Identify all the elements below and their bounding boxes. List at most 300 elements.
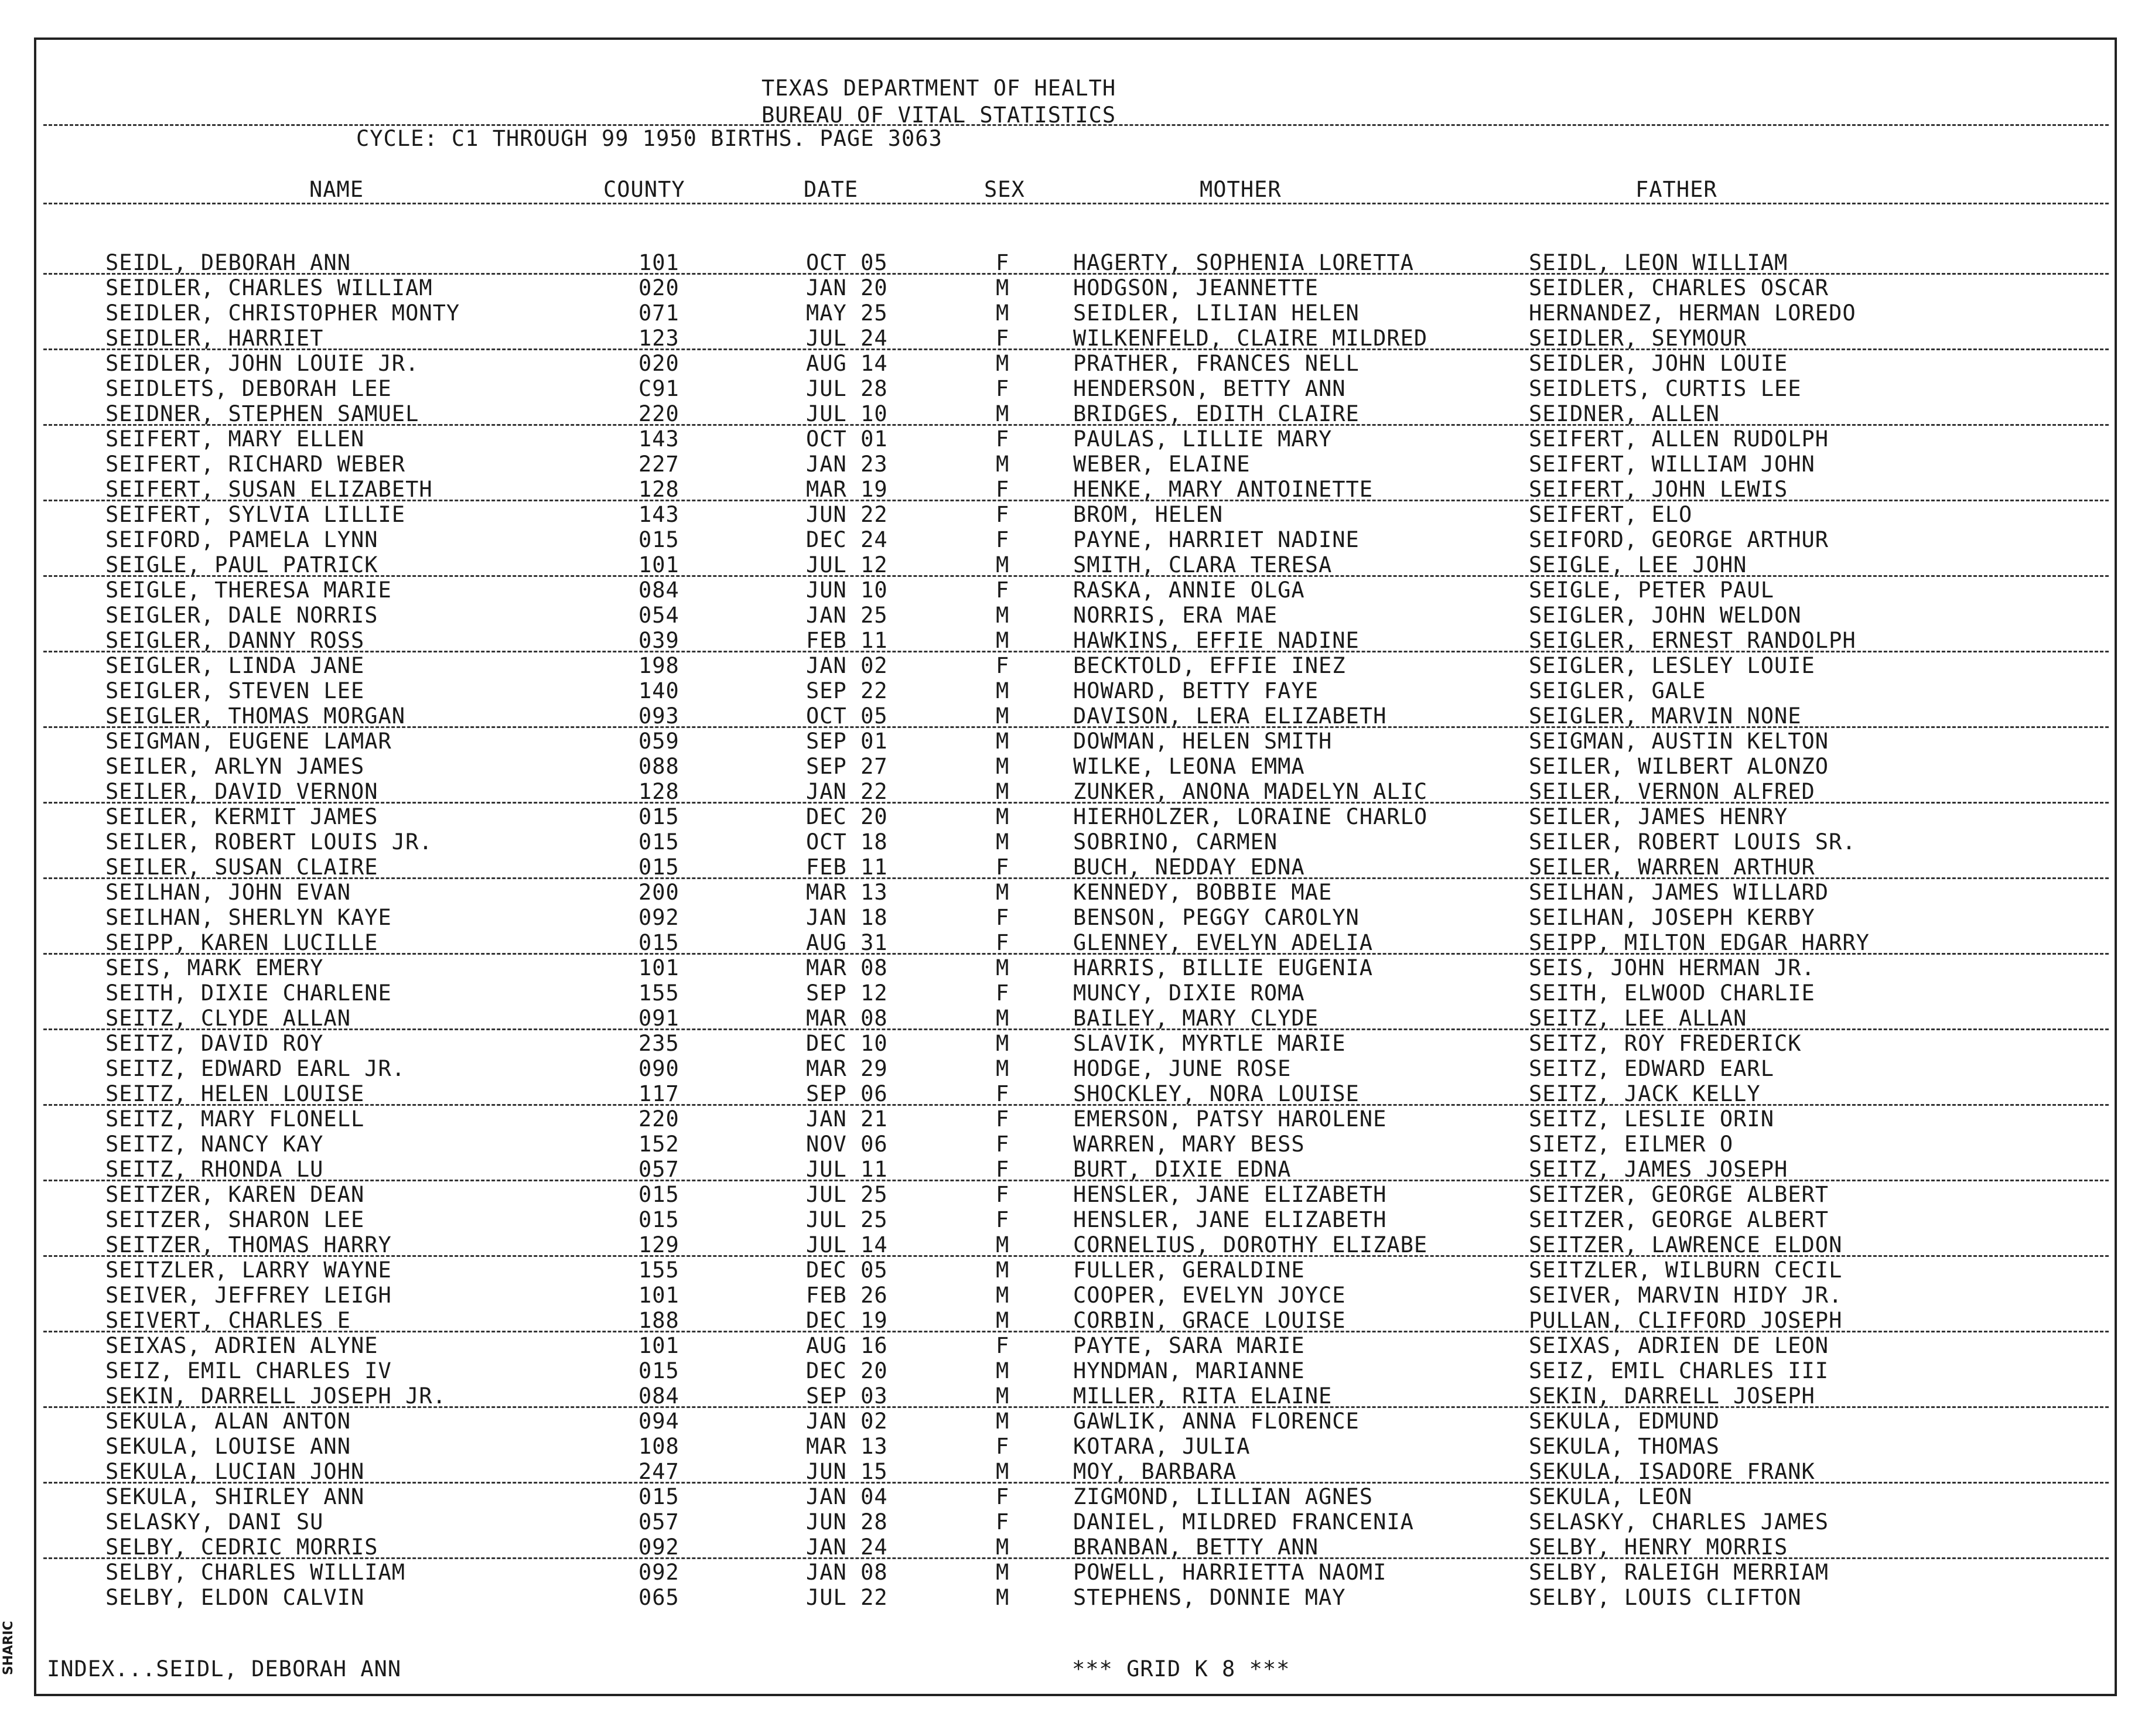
cell-name: SEIGLE, THERESA MARIE — [105, 577, 392, 603]
cell-mother: MILLER, RITA ELAINE — [1073, 1383, 1333, 1409]
cell-mother: DOWMAN, HELEN SMITH — [1073, 729, 1333, 754]
cell-father: SEIDLETS, CURTIS LEE — [1529, 376, 1802, 401]
cell-name: SEIGLER, THOMAS MORGAN — [105, 703, 406, 729]
cell-county: 220 — [638, 1106, 679, 1132]
side-stamp — [1, 1621, 30, 1704]
cell-sex: M — [996, 1006, 1010, 1031]
cell-sex: M — [996, 300, 1010, 326]
cell-father: SEITZLER, WILBURN CECIL — [1529, 1257, 1843, 1283]
cell-name: SEIDLER, CHRISTOPHER MONTY — [105, 300, 460, 326]
cell-date: NOV 06 — [806, 1132, 888, 1157]
cell-father: SEIGLE, LEE JOHN — [1529, 552, 1747, 577]
row-separator — [43, 424, 2109, 426]
cell-county: 198 — [638, 653, 679, 678]
cell-date: JUN 28 — [806, 1509, 888, 1535]
cell-sex: F — [996, 477, 1010, 502]
cell-date: JUL 14 — [806, 1232, 888, 1257]
cell-mother: WARREN, MARY BESS — [1073, 1132, 1305, 1157]
cell-date: JAN 08 — [806, 1560, 888, 1585]
cell-county: C91 — [638, 376, 679, 401]
cell-date: JAN 02 — [806, 1409, 888, 1434]
cell-county: 155 — [638, 980, 679, 1006]
cell-date: DEC 05 — [806, 1257, 888, 1283]
cell-county: 094 — [638, 1409, 679, 1434]
cell-sex: M — [996, 703, 1010, 729]
cell-date: JUL 25 — [806, 1207, 888, 1232]
cell-mother: WILKENFELD, CLAIRE MILDRED — [1073, 326, 1428, 351]
cell-father: SEIGLER, MARVIN NONE — [1529, 703, 1802, 729]
cell-mother: GLENNEY, EVELYN ADELIA — [1073, 930, 1374, 955]
cell-name: SEILER, SUSAN CLAIRE — [105, 855, 378, 880]
cell-mother: PAYNE, HARRIET NADINE — [1073, 527, 1360, 552]
cell-mother: SEIDLER, LILIAN HELEN — [1073, 300, 1360, 326]
cell-county: 227 — [638, 452, 679, 477]
cell-mother: SMITH, CLARA TERESA — [1073, 552, 1333, 577]
cell-father: SEIDLER, SEYMOUR — [1529, 326, 1747, 351]
cell-father: SELBY, HENRY MORRIS — [1529, 1535, 1788, 1560]
cell-sex: F — [996, 577, 1010, 603]
cell-sex: M — [996, 452, 1010, 477]
cell-name: SEIFERT, RICHARD WEBER — [105, 452, 406, 477]
cell-sex: M — [996, 1283, 1010, 1308]
cell-sex: M — [996, 880, 1010, 905]
cell-name: SEKULA, ALAN ANTON — [105, 1409, 351, 1434]
cell-sex: F — [996, 376, 1010, 401]
cell-father: SEITZ, LEE ALLAN — [1529, 1006, 1747, 1031]
cell-sex: M — [996, 829, 1010, 855]
cell-date: JUL 24 — [806, 326, 888, 351]
cell-county: 015 — [638, 1358, 679, 1383]
cell-mother: BAILEY, MARY CLYDE — [1073, 1006, 1319, 1031]
cell-father: SIETZ, EILMER O — [1529, 1132, 1734, 1157]
cell-father: SEITZ, EDWARD EARL — [1529, 1056, 1774, 1081]
cell-name: SEITZER, THOMAS HARRY — [105, 1232, 392, 1257]
cell-mother: HENSLER, JANE ELIZABETH — [1073, 1207, 1387, 1232]
cell-mother: RASKA, ANNIE OLGA — [1073, 577, 1305, 603]
cell-father: SEITZ, LESLIE ORIN — [1529, 1106, 1774, 1132]
cell-county: 101 — [638, 552, 679, 577]
cell-date: JUL 10 — [806, 401, 888, 426]
cell-name: SEILER, KERMIT JAMES — [105, 804, 378, 829]
cell-date: JUL 11 — [806, 1157, 888, 1182]
col-header-county: COUNTY — [603, 177, 685, 202]
cell-mother: HOWARD, BETTY FAYE — [1073, 678, 1319, 703]
cell-county: 015 — [638, 930, 679, 955]
cell-name: SEKULA, LUCIAN JOHN — [105, 1459, 365, 1484]
cell-county: 071 — [638, 300, 679, 326]
rule-dashed-top — [43, 124, 2109, 126]
row-separator — [43, 1255, 2109, 1257]
cell-date: DEC 20 — [806, 804, 888, 829]
cell-name: SEIFERT, SUSAN ELIZABETH — [105, 477, 433, 502]
cell-name: SEIGMAN, EUGENE LAMAR — [105, 729, 392, 754]
cell-father: SEITH, ELWOOD CHARLIE — [1529, 980, 1815, 1006]
cell-date: SEP 01 — [806, 729, 888, 754]
col-header-name: NAME — [309, 177, 364, 202]
cell-mother: SLAVIK, MYRTLE MARIE — [1073, 1031, 1346, 1056]
cell-name: SEKULA, LOUISE ANN — [105, 1434, 351, 1459]
cell-date: SEP 27 — [806, 754, 888, 779]
cell-sex: F — [996, 1333, 1010, 1358]
cell-father: SEILER, JAMES HENRY — [1529, 804, 1788, 829]
cell-county: 057 — [638, 1157, 679, 1182]
row-separator — [43, 726, 2109, 728]
cell-county: 143 — [638, 502, 679, 527]
cell-father: SEITZ, JACK KELLY — [1529, 1081, 1761, 1106]
cell-date: AUG 16 — [806, 1333, 888, 1358]
cell-date: AUG 31 — [806, 930, 888, 955]
cell-date: OCT 01 — [806, 426, 888, 452]
cell-sex: M — [996, 804, 1010, 829]
row-separator — [43, 348, 2109, 350]
cell-name: SEIDLETS, DEBORAH LEE — [105, 376, 392, 401]
row-separator — [43, 651, 2109, 652]
cell-name: SEIS, MARK EMERY — [105, 955, 324, 980]
cell-sex: M — [996, 1383, 1010, 1409]
cell-name: SEITZER, SHARON LEE — [105, 1207, 365, 1232]
cell-mother: PAYTE, SARA MARIE — [1073, 1333, 1305, 1358]
cell-date: JAN 04 — [806, 1484, 888, 1509]
cell-sex: F — [996, 980, 1010, 1006]
cell-county: 092 — [638, 1535, 679, 1560]
cell-sex: M — [996, 1358, 1010, 1383]
cell-county: 101 — [638, 955, 679, 980]
cell-sex: M — [996, 1232, 1010, 1257]
cell-father: SEITZER, GEORGE ALBERT — [1529, 1182, 1829, 1207]
cell-name: SEILER, ROBERT LOUIS JR. — [105, 829, 433, 855]
cell-sex: M — [996, 1459, 1010, 1484]
row-separator — [43, 1482, 2109, 1484]
cell-name: SEITZ, EDWARD EARL JR. — [105, 1056, 406, 1081]
cell-date: JUL 22 — [806, 1585, 888, 1610]
cell-mother: DAVISON, LERA ELIZABETH — [1073, 703, 1387, 729]
cell-mother: SOBRINO, CARMEN — [1073, 829, 1278, 855]
row-separator — [43, 500, 2109, 501]
cell-father: SEIPP, MILTON EDGAR HARRY — [1529, 930, 1870, 955]
cell-date: JUL 28 — [806, 376, 888, 401]
cell-county: 090 — [638, 1056, 679, 1081]
cell-date: DEC 10 — [806, 1031, 888, 1056]
cell-sex: F — [996, 502, 1010, 527]
row-separator — [43, 273, 2109, 275]
cell-sex: F — [996, 426, 1010, 452]
cell-name: SEIDLER, HARRIET — [105, 326, 324, 351]
cell-name: SEIZ, EMIL CHARLES IV — [105, 1358, 392, 1383]
cell-county: 117 — [638, 1081, 679, 1106]
cell-date: MAR 19 — [806, 477, 888, 502]
cell-county: 084 — [638, 1383, 679, 1409]
cell-sex: M — [996, 1535, 1010, 1560]
cell-mother: BRIDGES, EDITH CLAIRE — [1073, 401, 1360, 426]
cell-mother: HENDERSON, BETTY ANN — [1073, 376, 1346, 401]
cell-father: SEILHAN, JAMES WILLARD — [1529, 880, 1829, 905]
cell-mother: HARRIS, BILLIE EUGENIA — [1073, 955, 1374, 980]
cell-date: OCT 18 — [806, 829, 888, 855]
cell-name: SEIGLER, LINDA JANE — [105, 653, 365, 678]
cell-sex: M — [996, 1585, 1010, 1610]
cell-sex: M — [996, 678, 1010, 703]
cell-mother: BROM, HELEN — [1073, 502, 1224, 527]
cell-date: JAN 20 — [806, 275, 888, 300]
cell-name: SEIVERT, CHARLES E — [105, 1308, 351, 1333]
cell-mother: STEPHENS, DONNIE MAY — [1073, 1585, 1346, 1610]
cell-father: SEIFERT, WILLIAM JOHN — [1529, 452, 1815, 477]
cell-father: SEILER, WARREN ARTHUR — [1529, 855, 1815, 880]
cell-mother: EMERSON, PATSY HAROLENE — [1073, 1106, 1387, 1132]
cell-mother: HIERHOLZER, LORAINE CHARLO — [1073, 804, 1428, 829]
cell-sex: M — [996, 1257, 1010, 1283]
footer-index: INDEX...SEIDL, DEBORAH ANN — [47, 1656, 402, 1682]
cell-sex: F — [996, 1081, 1010, 1106]
cell-name: SEKIN, DARRELL JOSEPH JR. — [105, 1383, 446, 1409]
cell-name: SEILER, DAVID VERNON — [105, 779, 378, 804]
cell-sex: M — [996, 275, 1010, 300]
cell-father: SEIZ, EMIL CHARLES III — [1529, 1358, 1829, 1383]
cell-father: SEIXAS, ADRIEN DE LEON — [1529, 1333, 1829, 1358]
cell-name: SEILER, ARLYN JAMES — [105, 754, 365, 779]
cell-father: SEITZ, JAMES JOSEPH — [1529, 1157, 1788, 1182]
cell-father: SEIDL, LEON WILLIAM — [1529, 250, 1788, 275]
cell-name: SEILHAN, SHERLYN KAYE — [105, 905, 392, 930]
rule-dashed-columns — [43, 203, 2109, 204]
cell-name: SEIGLER, STEVEN LEE — [105, 678, 365, 703]
cell-name: SEIDLER, CHARLES WILLIAM — [105, 275, 433, 300]
cell-sex: F — [996, 1182, 1010, 1207]
cell-mother: ZIGMOND, LILLIAN AGNES — [1073, 1484, 1374, 1509]
cell-county: 015 — [638, 855, 679, 880]
side-stamp-text: SHARIC — [1, 1621, 16, 1675]
cell-sex: F — [996, 1207, 1010, 1232]
cell-county: 101 — [638, 1333, 679, 1358]
cell-sex: M — [996, 1409, 1010, 1434]
cell-mother: FULLER, GERALDINE — [1073, 1257, 1305, 1283]
cell-county: 015 — [638, 1207, 679, 1232]
col-header-mother: MOTHER — [1200, 177, 1282, 202]
cell-mother: HYNDMAN, MARIANNE — [1073, 1358, 1305, 1383]
cell-mother: KOTARA, JULIA — [1073, 1434, 1251, 1459]
cell-date: MAR 29 — [806, 1056, 888, 1081]
cell-county: 101 — [638, 1283, 679, 1308]
cell-date: AUG 14 — [806, 351, 888, 376]
cell-mother: BECKTOLD, EFFIE INEZ — [1073, 653, 1346, 678]
cell-date: OCT 05 — [806, 703, 888, 729]
cell-mother: ZUNKER, ANONA MADELYN ALIC — [1073, 779, 1428, 804]
cell-name: SEILHAN, JOHN EVAN — [105, 880, 351, 905]
cell-sex: F — [996, 855, 1010, 880]
cell-date: SEP 12 — [806, 980, 888, 1006]
cell-father: SELASKY, CHARLES JAMES — [1529, 1509, 1829, 1535]
cell-sex: M — [996, 1308, 1010, 1333]
row-separator — [43, 802, 2109, 804]
cell-name: SEIDNER, STEPHEN SAMUEL — [105, 401, 419, 426]
cell-mother: HAGERTY, SOPHENIA LORETTA — [1073, 250, 1414, 275]
cell-county: 220 — [638, 401, 679, 426]
row-separator — [43, 953, 2109, 955]
cell-father: SEIFORD, GEORGE ARTHUR — [1529, 527, 1829, 552]
cell-name: SEIFERT, MARY ELLEN — [105, 426, 365, 452]
cell-county: 101 — [638, 250, 679, 275]
cell-father: SEILER, WILBERT ALONZO — [1529, 754, 1829, 779]
cell-sex: F — [996, 1484, 1010, 1509]
cell-sex: M — [996, 628, 1010, 653]
cell-father: SEKULA, THOMAS — [1529, 1434, 1720, 1459]
cell-county: 140 — [638, 678, 679, 703]
cell-date: DEC 24 — [806, 527, 888, 552]
cell-father: SEIGLER, JOHN WELDON — [1529, 603, 1802, 628]
header-cycle: CYCLE: C1 THROUGH 99 1950 BIRTHS. PAGE 3063 — [356, 126, 942, 151]
cell-mother: HAWKINS, EFFIE NADINE — [1073, 628, 1360, 653]
cell-date: JUL 12 — [806, 552, 888, 577]
cell-sex: M — [996, 1560, 1010, 1585]
cell-name: SELBY, CEDRIC MORRIS — [105, 1535, 378, 1560]
cell-county: 054 — [638, 603, 679, 628]
cell-date: MAR 08 — [806, 1006, 888, 1031]
cell-sex: M — [996, 729, 1010, 754]
cell-mother: PRATHER, FRANCES NELL — [1073, 351, 1360, 376]
cell-date: JUN 22 — [806, 502, 888, 527]
cell-name: SEIDL, DEBORAH ANN — [105, 250, 351, 275]
cell-father: SEKULA, EDMUND — [1529, 1409, 1720, 1434]
cell-mother: BURT, DIXIE EDNA — [1073, 1157, 1292, 1182]
cell-county: 200 — [638, 880, 679, 905]
cell-sex: M — [996, 552, 1010, 577]
cell-father: SEIDNER, ALLEN — [1529, 401, 1720, 426]
cell-sex: M — [996, 1031, 1010, 1056]
cell-sex: F — [996, 930, 1010, 955]
cell-sex: M — [996, 401, 1010, 426]
cell-mother: HENKE, MARY ANTOINETTE — [1073, 477, 1374, 502]
cell-date: DEC 19 — [806, 1308, 888, 1333]
cell-sex: F — [996, 1132, 1010, 1157]
cell-county: 128 — [638, 477, 679, 502]
cell-father: SEKIN, DARRELL JOSEPH — [1529, 1383, 1815, 1409]
cell-name: SEIGLER, DALE NORRIS — [105, 603, 378, 628]
cell-father: SELBY, RALEIGH MERRIAM — [1529, 1560, 1829, 1585]
cell-county: 092 — [638, 1560, 679, 1585]
cell-mother: HENSLER, JANE ELIZABETH — [1073, 1182, 1387, 1207]
cell-county: 188 — [638, 1308, 679, 1333]
cell-date: MAR 13 — [806, 1434, 888, 1459]
cell-father: SEITZER, LAWRENCE ELDON — [1529, 1232, 1843, 1257]
cell-date: MAR 08 — [806, 955, 888, 980]
cell-mother: CORNELIUS, DOROTHY ELIZABE — [1073, 1232, 1428, 1257]
cell-sex: M — [996, 603, 1010, 628]
cell-father: SEIFERT, ELO — [1529, 502, 1693, 527]
cell-mother: BRANBAN, BETTY ANN — [1073, 1535, 1319, 1560]
cell-father: SEIGMAN, AUSTIN KELTON — [1529, 729, 1829, 754]
cell-date: JUN 15 — [806, 1459, 888, 1484]
cell-county: 039 — [638, 628, 679, 653]
cell-date: SEP 22 — [806, 678, 888, 703]
cell-date: OCT 05 — [806, 250, 888, 275]
cell-county: 108 — [638, 1434, 679, 1459]
cell-date: JAN 23 — [806, 452, 888, 477]
cell-county: 247 — [638, 1459, 679, 1484]
cell-father: PULLAN, CLIFFORD JOSEPH — [1529, 1308, 1843, 1333]
cell-sex: M — [996, 351, 1010, 376]
cell-date: SEP 06 — [806, 1081, 888, 1106]
cell-sex: F — [996, 1434, 1010, 1459]
cell-county: 015 — [638, 829, 679, 855]
cell-county: 059 — [638, 729, 679, 754]
cell-father: SEIDLER, CHARLES OSCAR — [1529, 275, 1829, 300]
cell-mother: BUCH, NEDDAY EDNA — [1073, 855, 1305, 880]
cell-county: 015 — [638, 527, 679, 552]
cell-county: 235 — [638, 1031, 679, 1056]
header-agency: TEXAS DEPARTMENT OF HEALTH — [761, 76, 1116, 101]
cell-mother: HODGE, JUNE ROSE — [1073, 1056, 1292, 1081]
cell-father: SEIGLER, GALE — [1529, 678, 1706, 703]
cell-mother: BENSON, PEGGY CAROLYN — [1073, 905, 1360, 930]
cell-county: 129 — [638, 1232, 679, 1257]
cell-date: MAR 13 — [806, 880, 888, 905]
row-separator — [43, 575, 2109, 577]
cell-date: SEP 03 — [806, 1383, 888, 1409]
cell-county: 084 — [638, 577, 679, 603]
row-separator — [43, 1406, 2109, 1408]
cell-father: SEKULA, LEON — [1529, 1484, 1693, 1509]
cell-date: JAN 02 — [806, 653, 888, 678]
header-bureau: BUREAU OF VITAL STATISTICS — [761, 102, 1116, 128]
cell-county: 088 — [638, 754, 679, 779]
cell-father: SEILER, ROBERT LOUIS SR. — [1529, 829, 1856, 855]
cell-name: SEIDLER, JOHN LOUIE JR. — [105, 351, 419, 376]
cell-name: SEITZ, RHONDA LU — [105, 1157, 324, 1182]
cell-sex: M — [996, 955, 1010, 980]
cell-father: SEIDLER, JOHN LOUIE — [1529, 351, 1788, 376]
row-separator — [43, 1557, 2109, 1559]
cell-mother: MUNCY, DIXIE ROMA — [1073, 980, 1305, 1006]
cell-county: 143 — [638, 426, 679, 452]
cell-date: JUN 10 — [806, 577, 888, 603]
cell-date: DEC 20 — [806, 1358, 888, 1383]
cell-sex: F — [996, 1509, 1010, 1535]
cell-name: SEITZ, CLYDE ALLAN — [105, 1006, 351, 1031]
cell-date: JAN 25 — [806, 603, 888, 628]
cell-name: SEITZLER, LARRY WAYNE — [105, 1257, 392, 1283]
cell-name: SEITZ, HELEN LOUISE — [105, 1081, 365, 1106]
cell-name: SEIFERT, SYLVIA LILLIE — [105, 502, 406, 527]
cell-mother: MOY, BARBARA — [1073, 1459, 1237, 1484]
cell-date: FEB 11 — [806, 855, 888, 880]
cell-name: SEIPP, KAREN LUCILLE — [105, 930, 378, 955]
cell-sex: M — [996, 1056, 1010, 1081]
cell-county: 091 — [638, 1006, 679, 1031]
cell-father: SEIGLER, LESLEY LOUIE — [1529, 653, 1815, 678]
cell-father: SEIS, JOHN HERMAN JR. — [1529, 955, 1815, 980]
cell-county: 152 — [638, 1132, 679, 1157]
cell-county: 092 — [638, 905, 679, 930]
row-separator — [43, 1028, 2109, 1030]
cell-date: JUL 25 — [806, 1182, 888, 1207]
cell-county: 155 — [638, 1257, 679, 1283]
cell-sex: F — [996, 527, 1010, 552]
cell-name: SEIXAS, ADRIEN ALYNE — [105, 1333, 378, 1358]
cell-name: SEIVER, JEFFREY LEIGH — [105, 1283, 392, 1308]
cell-date: FEB 11 — [806, 628, 888, 653]
cell-county: 020 — [638, 351, 679, 376]
cell-date: JAN 22 — [806, 779, 888, 804]
cell-county: 128 — [638, 779, 679, 804]
cell-sex: M — [996, 754, 1010, 779]
cell-county: 015 — [638, 1182, 679, 1207]
cell-sex: F — [996, 326, 1010, 351]
cell-sex: F — [996, 1157, 1010, 1182]
cell-county: 093 — [638, 703, 679, 729]
cell-father: SEILHAN, JOSEPH KERBY — [1529, 905, 1815, 930]
cell-mother: GAWLIK, ANNA FLORENCE — [1073, 1409, 1360, 1434]
cell-mother: POWELL, HARRIETTA NAOMI — [1073, 1560, 1387, 1585]
